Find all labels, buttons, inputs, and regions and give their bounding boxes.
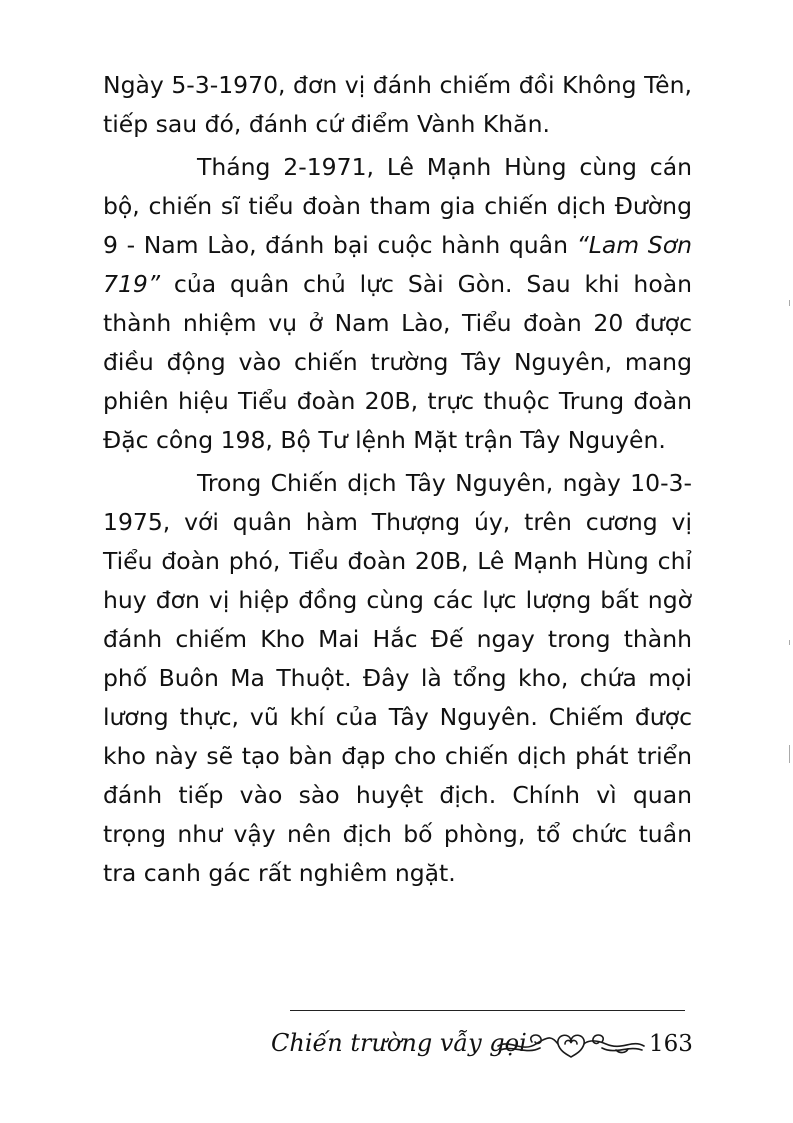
running-title: Chiến trường vẫy gọi [271,1029,527,1057]
body-text [103,66,692,897]
scroll-flourish-icon [496,1030,646,1058]
scan-edge-mark [789,300,790,306]
paragraph-2-segment-1: Tháng 2-1971, Lê Mạnh Hùng cùng cán bộ, chiến sĩ tiểu đoàn tham gia chiến dịch Đường 9 - Nam Lào, đánh bại cuộc hành quân [103,153,692,259]
footer-divider [290,1010,685,1011]
paragraph-3-segment-1: Trong Chiến dịch Tây Nguyên, ngày 10-3-1975, với quân hàm Thượng úy, trên cương vị Tiểu đoàn phó, Tiểu đoàn 20B, Lê Mạnh Hùng chỉ huy đơn vị hiệp đồng cùng các lực lượng bất ngờ đánh chiếm Kho Mai Hắc Đế ngay trong thành phố Buôn Ma Thuột. Đây là tổng kho, chứa mọi lương thực, vũ khí của Tây Nguyên. Chiếm được kho này sẽ tạo bàn đạp cho chiến dịch phát triển đánh tiếp vào sào huyệt địch. Chính vì quan trọng như vậy nên địch bố phòng, tổ chức tuần tra canh gác rất nghiêm ngặt. [103,469,692,887]
paragraph-2-segment-3: của quân chủ lực Sài Gòn. Sau khi hoàn thành nhiệm vụ ở Nam Lào, Tiểu đoàn 20 được điều động vào chiến trường Tây Nguyên, mang phiên hiệu Tiểu đoàn 20B, trực thuộc Trung đoàn Đặc công 198, Bộ Tư lệnh Mặt trận Tây Nguyên. [103,270,692,454]
page-footer [271,1024,691,1068]
paragraph-1 [103,66,692,144]
scan-edge-mark [789,745,790,763]
paragraph-1-segment-1: Ngày 5-3-1970, đơn vị đánh chiếm đồi Không Tên, tiếp sau đó, đánh cứ điểm Vành Khăn. [103,71,692,138]
paragraph-2 [103,148,692,460]
paragraph-3 [103,464,692,893]
operation-name: “Lam Sơn 719” [103,231,692,298]
scan-edge-mark [789,640,790,645]
page-number: 163 [649,1031,693,1057]
